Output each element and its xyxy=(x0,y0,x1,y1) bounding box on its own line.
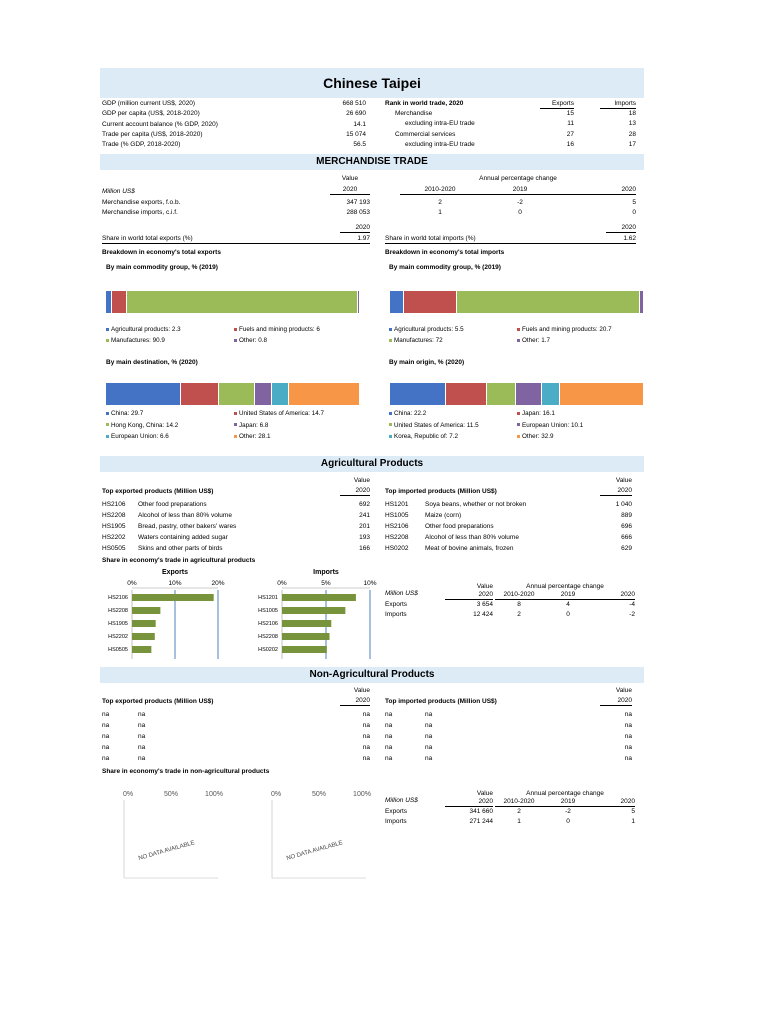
rank-title: Rank in world trade, 2020 xyxy=(385,100,464,107)
legend-swatch xyxy=(106,412,109,415)
stacked-bar-segment xyxy=(127,291,358,313)
indicator-label: Trade (% GDP, 2018-2020) xyxy=(102,141,181,149)
product-code: HS2208 xyxy=(102,512,126,519)
indicator-value: 56.5 xyxy=(353,141,366,149)
product-description: Alcohol of less than 80% volume xyxy=(425,534,519,541)
merch-period-3: 2020 xyxy=(560,186,636,195)
trade-table-period-2: 2019 xyxy=(543,798,593,807)
trade-table-row-value: 12 424 xyxy=(473,611,493,618)
x-tick-label: 50% xyxy=(163,791,179,798)
indicator-label: GDP per capita (US$, 2018-2020) xyxy=(102,110,200,118)
x-tick-label: 0% xyxy=(270,791,282,798)
chart-title: Exports xyxy=(161,569,189,576)
product-value: na xyxy=(362,755,370,762)
x-tick-label: 20% xyxy=(211,580,225,587)
stacked-bar-segment xyxy=(457,291,640,313)
agri-exports-value-label: Value xyxy=(353,477,370,484)
agri-exports-year: 2020 xyxy=(340,487,370,496)
stacked-bar-segment xyxy=(390,383,446,405)
product-code: na xyxy=(102,744,110,751)
nonagri-exports-year: 2020 xyxy=(340,697,370,706)
legend-label: Other: 0.8 xyxy=(239,337,268,344)
nonagri-imports-chart xyxy=(250,788,390,888)
trade-table-unit: Million US$ xyxy=(385,797,418,804)
stacked-bar-segment xyxy=(112,291,127,313)
product-value: 692 xyxy=(359,501,370,508)
x-tick-label: 100% xyxy=(205,791,223,798)
merch-period-1: 2010-2020 xyxy=(400,186,480,195)
stacked-bar-segment xyxy=(640,291,644,313)
legend-label: European Union: 10.1 xyxy=(522,421,584,429)
product-description: na xyxy=(138,733,146,740)
trade-table-row-change-1: 2 xyxy=(517,611,521,618)
product-code: na xyxy=(102,711,110,718)
legend-swatch xyxy=(517,412,520,415)
product-description: Maize (corn) xyxy=(425,512,462,519)
legend-item xyxy=(234,422,268,430)
legend-item xyxy=(106,433,169,441)
trade-table-row-label: Imports xyxy=(385,818,407,825)
agri-top-imported-label: Top imported products (Million US$) xyxy=(385,488,497,495)
legend-label: Agricultural products: 5.5 xyxy=(394,326,464,333)
bar xyxy=(282,607,345,614)
legend-item xyxy=(389,422,479,430)
category-label: HS2106 xyxy=(108,595,128,601)
legend-item xyxy=(517,326,612,334)
legend-item xyxy=(517,433,554,441)
rank-exports-value: 27 xyxy=(566,130,574,138)
product-description: na xyxy=(425,733,433,740)
stacked-bar-segment xyxy=(181,383,218,405)
merch-row-change-3: 5 xyxy=(632,199,636,206)
country-profile-page xyxy=(100,68,644,888)
merch-apc-label: Annual percentage change xyxy=(479,175,557,182)
trade-table-value-label: Value xyxy=(476,790,493,797)
bar xyxy=(132,633,155,640)
legend-label: United States of America: 14.7 xyxy=(239,410,325,417)
agri-imports-year: 2020 xyxy=(600,487,632,496)
product-description: Alcohol of less than 80% volume xyxy=(138,512,232,519)
legend-swatch xyxy=(517,339,520,342)
page-title: Chinese Taipei xyxy=(100,68,644,98)
product-code: na xyxy=(385,755,393,762)
merch-row-label: Merchandise exports, f.o.b. xyxy=(102,199,181,206)
merch-row-label: Merchandise imports, c.i.f. xyxy=(102,209,178,216)
indicator-value: 15 074 xyxy=(346,130,366,138)
bar xyxy=(282,646,327,653)
product-value: 629 xyxy=(621,545,632,552)
stacked-bar-segment xyxy=(560,383,644,405)
legend-item xyxy=(106,422,178,430)
product-value: na xyxy=(624,755,632,762)
legend-item xyxy=(106,326,181,334)
legend-label: Other: 28.1 xyxy=(239,433,271,440)
stacked-bar-segment xyxy=(289,383,360,405)
product-value: 241 xyxy=(359,512,370,519)
product-code: na xyxy=(102,755,110,762)
rank-exports-header: Exports xyxy=(540,100,574,109)
merch-row-value: 347 193 xyxy=(346,199,370,206)
share-exports-value: 1.97 xyxy=(357,235,370,242)
legend-swatch xyxy=(517,435,520,438)
legend-item xyxy=(517,410,555,418)
legend-label: Japan: 16.1 xyxy=(522,410,555,417)
legend-swatch xyxy=(234,423,237,426)
commodity-exports-label: By main commodity group, % (2019) xyxy=(106,264,218,271)
merch-row-change-1: 2 xyxy=(438,199,442,206)
product-code: na xyxy=(385,711,393,718)
product-description: Other food preparations xyxy=(138,501,207,508)
stacked-bar-segment xyxy=(219,383,255,405)
product-code: HS2106 xyxy=(102,501,126,508)
product-code: HS1005 xyxy=(385,512,409,519)
stacked-bar-segment xyxy=(255,383,272,405)
product-code: HS2208 xyxy=(385,534,409,541)
product-value: na xyxy=(362,711,370,718)
rank-label: excluding intra-EU trade xyxy=(405,140,475,148)
legend-swatch xyxy=(389,339,392,342)
bar xyxy=(132,594,214,601)
product-value: 696 xyxy=(621,523,632,530)
legend-label: Fuels and mining products: 6 xyxy=(239,326,320,333)
stacked-bar-segment xyxy=(106,383,181,405)
exports-destination-stacked-bar xyxy=(106,383,360,405)
trade-table-period-1: 2010-2020 xyxy=(495,798,543,807)
agri-imports-value-label: Value xyxy=(615,477,632,484)
product-code: HS0202 xyxy=(385,545,409,552)
trade-table-row-label: Exports xyxy=(385,601,408,608)
product-description: na xyxy=(425,755,433,762)
product-value: na xyxy=(624,711,632,718)
merch-row-change-1: 1 xyxy=(438,209,442,216)
trade-table-row-value: 271 244 xyxy=(469,818,493,825)
x-tick-label: 50% xyxy=(311,791,327,798)
nonagri-top-imported-label: Top imported products (Million US$) xyxy=(385,698,497,705)
product-description: na xyxy=(138,744,146,751)
non-agricultural-products-heading: Non-Agricultural Products xyxy=(100,667,644,683)
trade-table-row-change-3: -2 xyxy=(629,611,635,618)
agri-top-exported-label: Top exported products (Million US$) xyxy=(102,488,214,495)
bar xyxy=(132,607,160,614)
legend-label: Manufactures: 72 xyxy=(394,337,443,344)
product-value: 201 xyxy=(359,523,370,530)
trade-table-row-change-2: 0 xyxy=(566,818,570,825)
legend-item xyxy=(517,337,550,345)
category-label: HS2106 xyxy=(258,621,278,627)
indicator-value: 26 690 xyxy=(346,110,366,118)
agricultural-products-heading: Agricultural Products xyxy=(100,456,644,472)
category-label: HS1201 xyxy=(258,595,278,601)
legend-swatch xyxy=(234,412,237,415)
merch-row-change-2: -2 xyxy=(517,199,523,206)
product-code: na xyxy=(102,733,110,740)
product-description: na xyxy=(425,744,433,751)
product-code: HS2106 xyxy=(385,523,409,530)
legend-swatch xyxy=(106,339,109,342)
bar xyxy=(132,620,156,627)
legend-label: Fuels and mining products: 20.7 xyxy=(522,326,612,333)
rank-imports-value: 17 xyxy=(628,140,636,148)
breakdown-exports-label: Breakdown in economy's total exports xyxy=(102,249,221,256)
rank-label: Commercial services xyxy=(395,130,456,138)
indicator-value: 14.1 xyxy=(353,120,366,128)
product-value: na xyxy=(624,722,632,729)
share-imports-year: 2020 xyxy=(606,224,636,233)
stacked-bar-segment xyxy=(487,383,516,405)
trade-table-row-change-3: 1 xyxy=(631,818,635,825)
share-exports-year: 2020 xyxy=(340,224,370,233)
legend-item xyxy=(389,337,443,345)
stacked-bar-segment xyxy=(390,291,404,313)
product-description: na xyxy=(138,711,146,718)
trade-table-row-change-1: 8 xyxy=(517,601,521,608)
product-value: na xyxy=(624,744,632,751)
category-label: HS1005 xyxy=(258,608,278,614)
bar xyxy=(282,594,356,601)
nonagri-imports-value-label: Value xyxy=(615,687,632,694)
legend-swatch xyxy=(389,423,392,426)
product-code: na xyxy=(385,733,393,740)
commodity-imports-label: By main commodity group, % (2019) xyxy=(389,264,501,271)
legend-item xyxy=(389,433,458,441)
trade-table-apc-label: Annual percentage change xyxy=(526,790,604,797)
legend-swatch xyxy=(517,423,520,426)
product-description: na xyxy=(138,755,146,762)
x-tick-label: 10% xyxy=(363,580,377,587)
x-tick-label: 0% xyxy=(122,791,134,798)
trade-table-row-change-2: 0 xyxy=(566,611,570,618)
legend-label: European Union: 6.6 xyxy=(111,433,169,440)
category-label: HS2208 xyxy=(258,634,278,640)
legend-swatch xyxy=(389,412,392,415)
stacked-bar-segment xyxy=(542,383,560,405)
merch-value-label: Value xyxy=(341,175,359,182)
nonagri-share-label: Share in economy's trade in non-agricultural products xyxy=(102,768,270,775)
stacked-bar-segment xyxy=(516,383,542,405)
bar xyxy=(282,620,331,627)
legend-label: Other: 32.9 xyxy=(522,433,554,440)
product-description: na xyxy=(425,711,433,718)
x-tick-label: 5% xyxy=(321,580,331,587)
x-tick-label: 0% xyxy=(277,580,287,587)
product-value: na xyxy=(362,722,370,729)
product-code: na xyxy=(102,722,110,729)
trade-table-year: 2020 xyxy=(445,591,493,600)
trade-table-year: 2020 xyxy=(445,798,493,807)
product-code: na xyxy=(385,744,393,751)
rank-imports-value: 28 xyxy=(628,130,636,138)
legend-label: Other: 1.7 xyxy=(522,337,551,344)
product-value: na xyxy=(624,733,632,740)
product-description: na xyxy=(425,722,433,729)
merch-period-2: 2019 xyxy=(480,186,560,195)
trade-table-period-2: 2019 xyxy=(543,591,593,600)
imports-origin-stacked-bar xyxy=(390,383,644,405)
legend-swatch xyxy=(234,328,237,331)
share-imports-label: Share in world total imports (%) xyxy=(385,235,636,244)
trade-table-row-change-3: 5 xyxy=(631,808,635,815)
legend-swatch xyxy=(106,435,109,438)
trade-table-unit: Million US$ xyxy=(385,590,418,597)
stacked-bar-segment xyxy=(404,291,457,313)
x-tick-label: 100% xyxy=(353,791,371,798)
trade-table-row-change-1: 2 xyxy=(517,808,521,815)
no-data-note: NO DATA AVAILABLE xyxy=(137,840,196,862)
trade-table-row-label: Imports xyxy=(385,611,407,618)
no-data-note: NO DATA AVAILABLE xyxy=(285,840,344,862)
legend-label: Agricultural products: 2.3 xyxy=(111,326,181,333)
product-code: HS0505 xyxy=(102,545,126,552)
trade-table-apc-label: Annual percentage change xyxy=(526,583,604,590)
product-description: Other food preparations xyxy=(425,523,494,530)
legend-item xyxy=(389,326,464,334)
legend-swatch xyxy=(517,328,520,331)
rank-imports-value: 13 xyxy=(628,120,636,128)
trade-table-row-value: 341 660 xyxy=(469,808,493,815)
legend-label: Hong Kong, China: 14.2 xyxy=(111,421,179,429)
trade-table-row-value: 3 654 xyxy=(476,601,493,608)
x-tick-label: 0% xyxy=(127,580,137,587)
rank-label: Merchandise xyxy=(395,110,433,117)
legend-item xyxy=(234,326,320,334)
x-tick-label: 10% xyxy=(168,580,182,587)
legend-swatch xyxy=(234,435,237,438)
nonagri-imports-year: 2020 xyxy=(600,697,632,706)
legend-swatch xyxy=(106,328,109,331)
product-description: Skins and other parts of birds xyxy=(138,545,223,552)
agri-share-label: Share in economy's trade in agricultural products xyxy=(102,557,256,564)
legend-item xyxy=(106,410,143,418)
rank-label: excluding intra-EU trade xyxy=(405,120,475,128)
category-label: HS2202 xyxy=(108,634,128,640)
bar xyxy=(132,646,151,653)
product-description: Waters containing added sugar xyxy=(138,534,228,541)
indicator-value: 668 510 xyxy=(342,100,366,107)
trade-table-period-1: 2010-2020 xyxy=(495,591,543,600)
legend-label: China: 22.2 xyxy=(394,410,427,417)
legend-swatch xyxy=(389,435,392,438)
trade-table-row-label: Exports xyxy=(385,808,408,815)
stacked-bar-segment xyxy=(446,383,487,405)
trade-table-period-3: 2020 xyxy=(593,591,635,600)
legend-item xyxy=(234,410,324,418)
legend-item xyxy=(389,410,426,418)
merch-unit: Million US$ xyxy=(102,188,135,195)
rank-imports-value: 18 xyxy=(628,110,636,117)
legend-label: United States of America: 11.5 xyxy=(394,421,479,429)
trade-table-row-change-1: 1 xyxy=(517,818,521,825)
legend-swatch xyxy=(389,328,392,331)
trade-table-period-3: 2020 xyxy=(593,798,635,807)
origin-label: By main origin, % (2020) xyxy=(389,359,465,366)
indicator-label: Current account balance (% GDP, 2020) xyxy=(102,120,218,128)
legend-label: Japan: 6.8 xyxy=(239,421,269,429)
legend-swatch xyxy=(106,423,109,426)
legend-item xyxy=(517,422,583,430)
breakdown-imports-label: Breakdown in economy's total imports xyxy=(385,249,505,256)
legend-label: Manufactures: 90.9 xyxy=(111,337,165,344)
category-label: HS0202 xyxy=(258,647,278,653)
nonagri-top-exported-label: Top exported products (Million US$) xyxy=(102,698,214,705)
category-label: HS2208 xyxy=(108,608,128,614)
exports-commodity-stacked-bar xyxy=(106,291,360,313)
category-label: HS1905 xyxy=(108,621,128,627)
product-description: na xyxy=(138,722,146,729)
legend-label: Korea, Republic of: 7.2 xyxy=(394,433,459,440)
legend-item xyxy=(106,337,165,345)
merch-row-change-3: 0 xyxy=(632,209,636,216)
indicator-label: GDP (million current US$, 2020) xyxy=(102,100,196,107)
trade-table-row-change-2: 4 xyxy=(566,601,570,608)
rank-exports-value: 15 xyxy=(566,110,574,117)
product-value: 889 xyxy=(621,512,632,519)
stacked-bar-segment xyxy=(272,383,289,405)
stacked-bar-segment xyxy=(358,291,360,313)
legend-swatch xyxy=(234,339,237,342)
rank-exports-value: 11 xyxy=(567,120,574,128)
merch-value-year: 2020 xyxy=(330,186,370,195)
product-code: na xyxy=(385,722,393,729)
indicator-label: Trade per capita (US$, 2018-2020) xyxy=(102,130,203,138)
rank-exports-value: 16 xyxy=(566,140,574,148)
imports-commodity-stacked-bar xyxy=(390,291,644,313)
product-value: 193 xyxy=(359,534,370,541)
merch-row-change-2: 0 xyxy=(518,209,522,216)
trade-table-row-change-3: -4 xyxy=(629,601,635,608)
trade-table-row-change-2: -2 xyxy=(565,808,571,815)
product-value: 166 xyxy=(359,545,370,552)
product-code: HS1201 xyxy=(385,501,409,508)
product-value: na xyxy=(362,744,370,751)
merchandise-trade-heading: MERCHANDISE TRADE xyxy=(100,154,644,170)
product-code: HS2202 xyxy=(102,534,126,541)
product-value: 1 040 xyxy=(615,501,632,508)
category-label: HS0505 xyxy=(108,647,128,653)
product-value: 666 xyxy=(621,534,632,541)
destination-label: By main destination, % (2020) xyxy=(106,359,198,366)
bar xyxy=(282,633,330,640)
rank-imports-header: Imports xyxy=(600,100,636,109)
product-description: Meat of bovine animals, frozen xyxy=(425,545,514,552)
legend-item xyxy=(234,337,267,345)
agri-imports-chart xyxy=(248,568,380,668)
product-value: na xyxy=(362,733,370,740)
product-code: HS1905 xyxy=(102,523,126,530)
share-exports-label: Share in world total exports (%) xyxy=(102,235,370,244)
product-description: Bread, pastry, other bakers' wares xyxy=(138,523,237,530)
nonagri-exports-value-label: Value xyxy=(353,687,370,694)
chart-title: Imports xyxy=(313,569,339,576)
trade-table-value-label: Value xyxy=(476,583,493,590)
legend-label: China: 29.7 xyxy=(111,410,144,417)
merch-row-value: 288 053 xyxy=(346,209,370,216)
product-description: Soya beans, whether or not broken xyxy=(425,501,527,508)
legend-item xyxy=(234,433,271,441)
share-imports-value: 1.62 xyxy=(623,235,636,242)
